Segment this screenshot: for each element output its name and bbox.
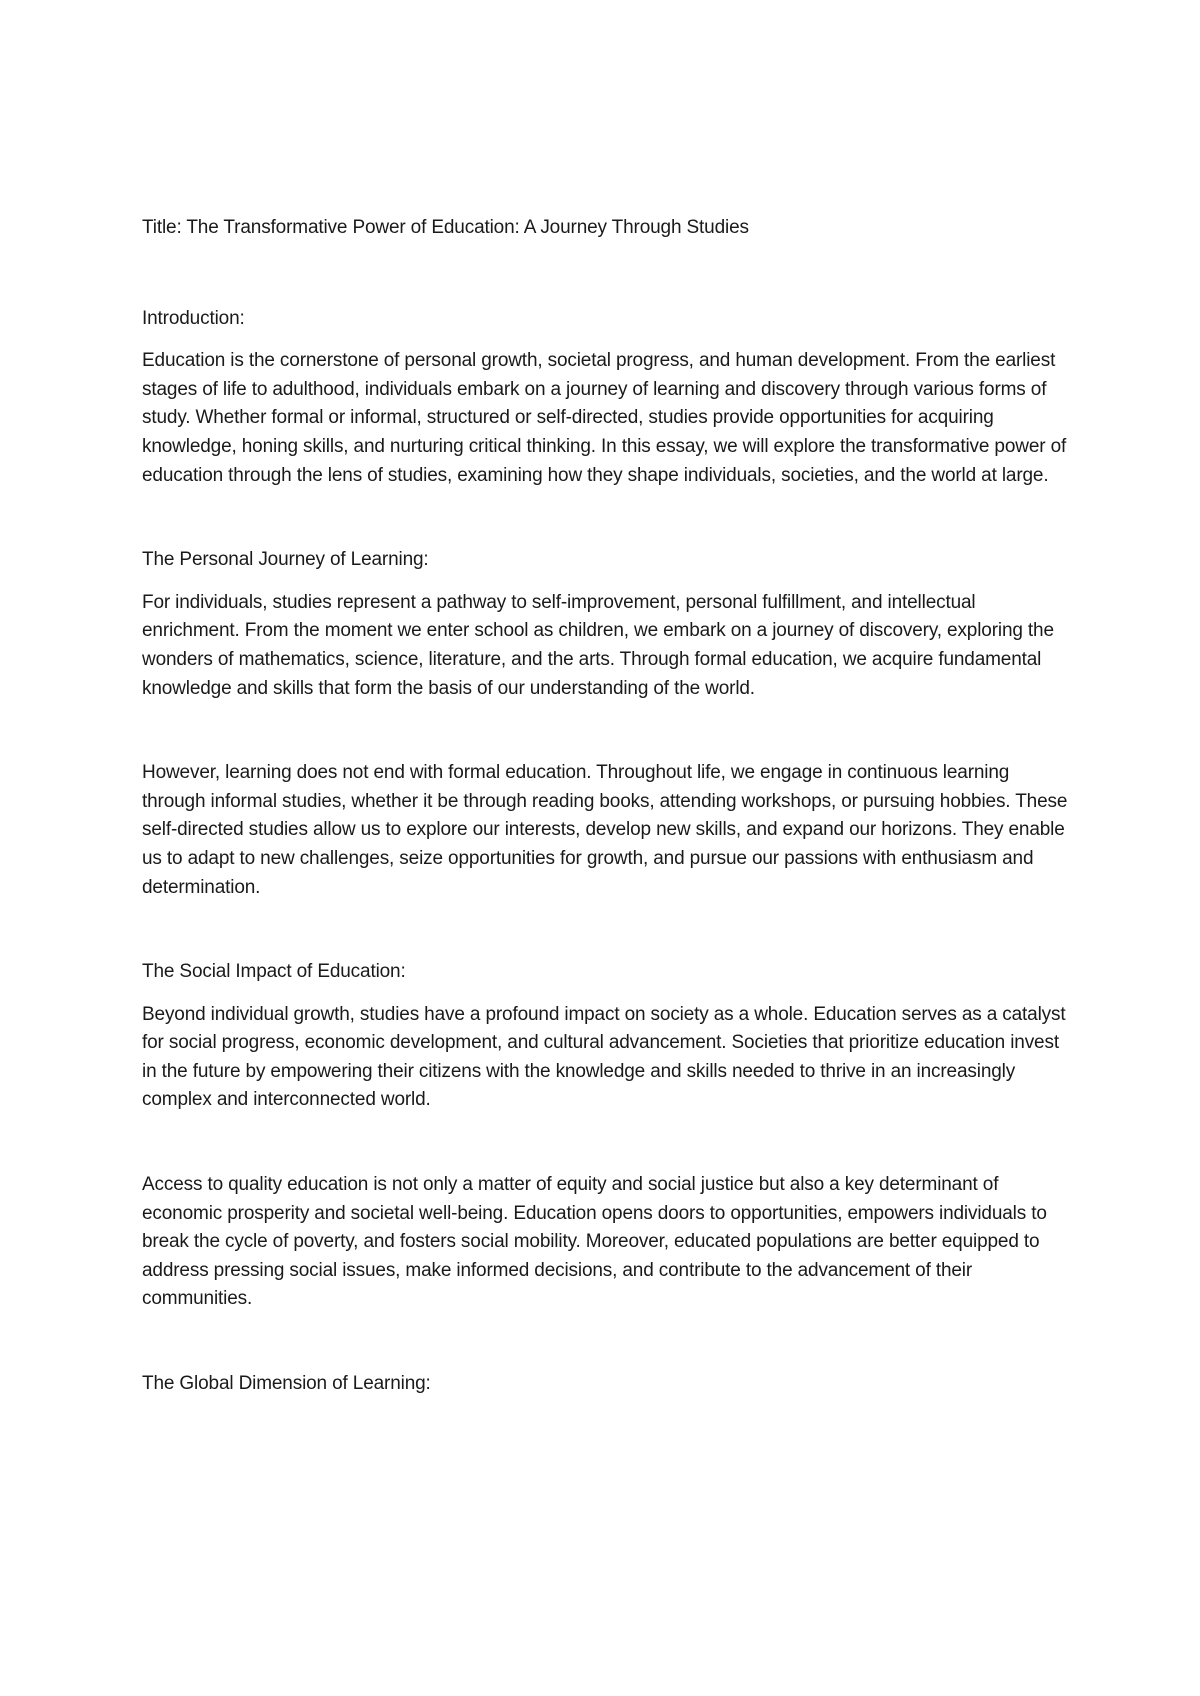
section-heading-introduction: Introduction: xyxy=(142,307,245,329)
paragraph: Access to quality education is not only a matter of equity and social justice but also a key determinant of economic prosperity and societal well-being. Education opens doors to opportunities, empowers individuals to break the cycle of poverty, and fosters social mobility. Moreover, educated populations are better equipped to address pressing social issues, make informed decisions, and contribute to the advancement of their communities. xyxy=(142,1174,1047,1310)
section-heading-global-dimension: The Global Dimension of Learning: xyxy=(142,1373,431,1395)
paragraph: For individuals, studies represent a pathway to self-improvement, personal fulfillment, and intellectual enrichment. From the moment we enter school as children, we embark on a journey of discovery, exploring the wonders of mathematics, science, literature, and the arts. Through formal education, we acquire fundamental knowledge and skills that form the basis of our understanding of the world. xyxy=(142,591,1054,699)
paragraph: Beyond individual growth, studies have a profound impact on society as a whole. Education serves as a catalyst for social progress, economic development, and cultural advancement. Societies that prioritize education invest in the future by empowering their citizens with the knowledge and skills needed to thrive in an increasingly complex and interconnected world. xyxy=(142,1003,1066,1111)
document-body xyxy=(142,214,1077,1413)
document-title: Title: The Transformative Power of Education: A Journey Through Studies xyxy=(142,217,749,238)
paragraph: However, learning does not end with formal education. Throughout life, we engage in continuous learning through informal studies, whether it be through reading books, attending workshops, or pursuing hobbies. These self-directed studies allow us to explore our interests, develop new skills, and expand our horizons. They enable us to adapt to new challenges, seize opportunities for growth, and pursue our passions with enthusiasm and determination. xyxy=(142,762,1068,898)
paragraph: Education is the cornerstone of personal growth, societal progress, and human development. From the earliest stages of life to adulthood, individuals embark on a journey of learning and discovery through various forms of study. Whether formal or informal, structured or self-directed, studies provide opportunities for acquiring knowledge, honing skills, and nurturing critical thinking. In this essay, we will explore the transformative power of education through the lens of studies, examining how they shape individuals, societies, and the world at large. xyxy=(142,350,1067,486)
section-heading-personal-journey: The Personal Journey of Learning: xyxy=(142,549,429,571)
section-heading-social-impact: The Social Impact of Education: xyxy=(142,961,406,983)
